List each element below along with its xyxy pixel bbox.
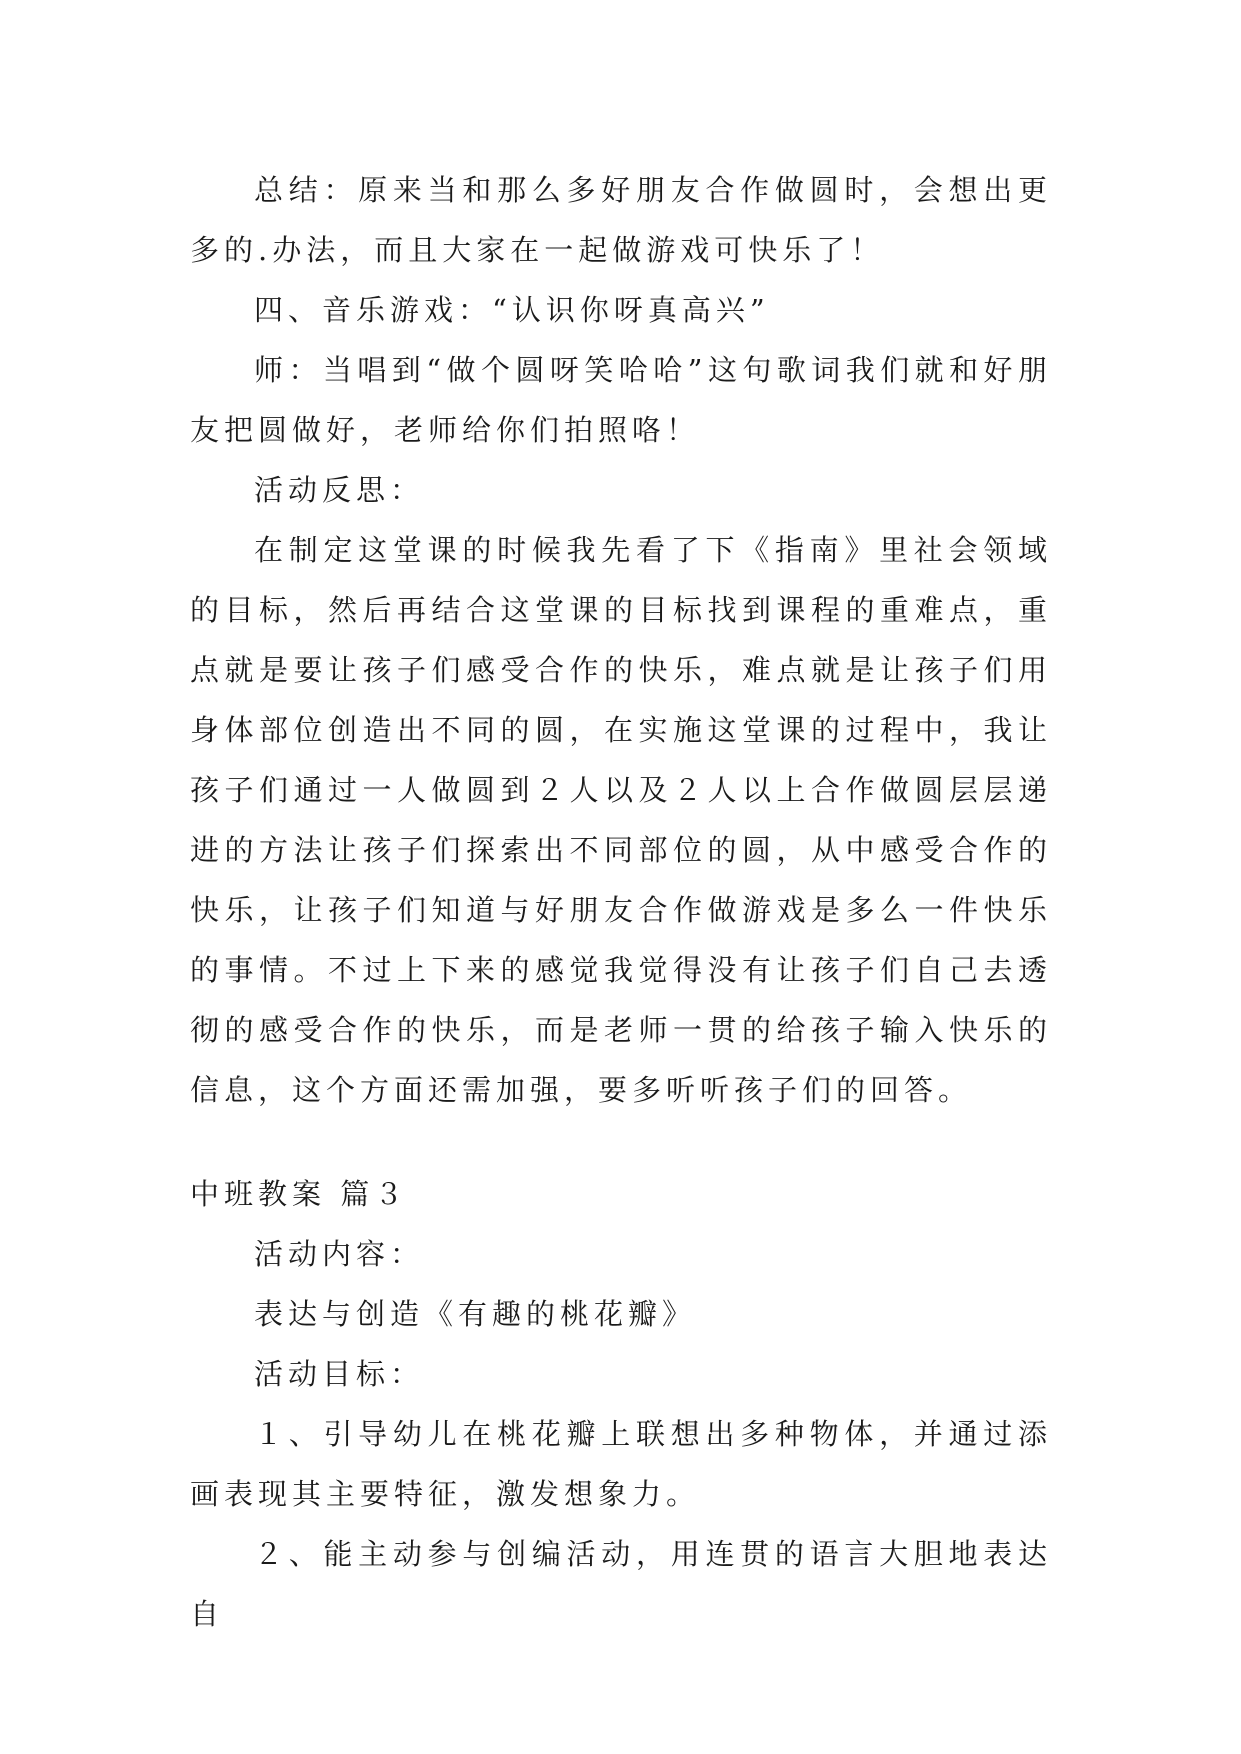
paragraph-content-label: 活动内容： (254, 1237, 425, 1271)
paragraph-goal-label: 活动目标： (254, 1357, 425, 1391)
document-body (190, 160, 1052, 1644)
paragraph-goal-2: ２、能主动参与创编活动，用连贯的语言大胆地表达自 (190, 1537, 1052, 1631)
paragraph-summary: 总结：原来当和那么多好朋友合作做圆时，会想出更多的.办法，而且大家在一起做游戏可快乐了！ (190, 173, 1052, 267)
paragraph-reflection-label: 活动反思： (254, 473, 425, 507)
paragraph-content: 表达与创造《有趣的桃花瓣》 (254, 1297, 697, 1331)
section-heading: 中班教案 篇３ (190, 1177, 409, 1211)
paragraph-goal-1: １、引导幼儿在桃花瓣上联想出多种物体，并通过添画表现其主要特征，激发想象力。 (190, 1417, 1052, 1511)
paragraph-teacher: 师：当唱到“做个圆呀笑哈哈”这句歌词我们就和好朋友把圆做好，老师给你们拍照咯！ (190, 353, 1052, 447)
paragraph-music-game: 四、音乐游戏：“认识你呀真高兴” (254, 293, 770, 327)
section-spacer (190, 1120, 1052, 1164)
paragraph-reflection: 在制定这堂课的时候我先看了下《指南》里社会领域的目标，然后再结合这堂课的目标找到课程的重难点，重点就是要让孩子们感受合作的快乐，难点就是让孩子们用身体部位创造出不同的圆，在实施这堂课的过程中，我让孩子们通过一人做圆到２人以及２人以上合作做圆层层递进的方法让孩子们探索出不同部位的圆，从中感受合作的快乐，让孩子们知道与好朋友合作做游戏是多么一件快乐的事情。不过上下来的感觉我觉得没有让孩子们自己去透彻的感受合作的快乐，而是老师一贯的给孩子输入快乐的信息，这个方面还需加强，要多听听孩子们的回答。 (190, 533, 1052, 1107)
